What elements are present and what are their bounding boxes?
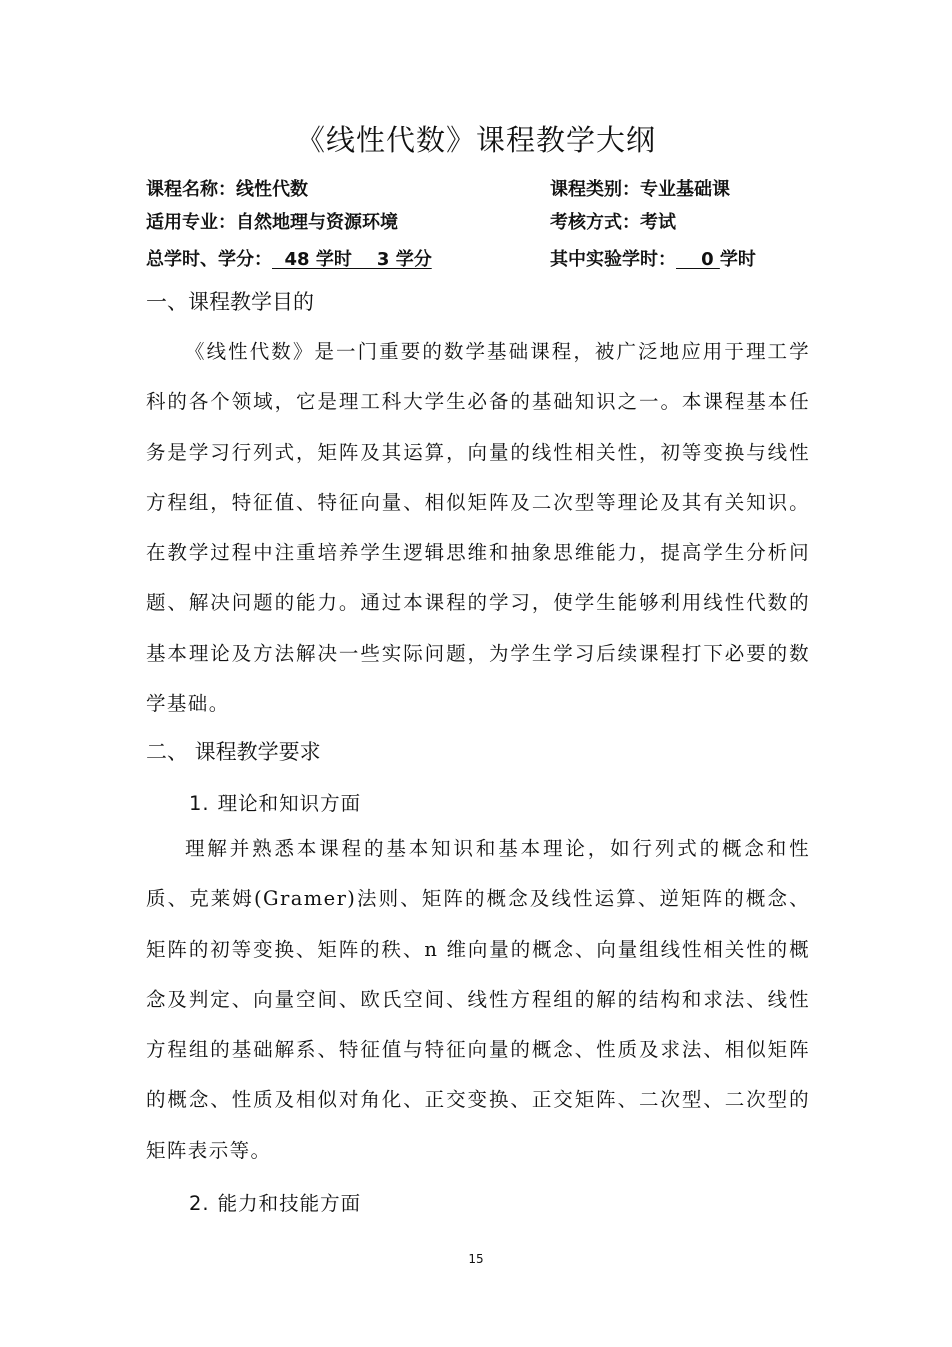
exam-field	[550, 208, 676, 234]
course-type-label: 课程类别：	[550, 179, 640, 200]
major-field	[146, 208, 398, 234]
subsection-skills	[189, 1188, 361, 1216]
hours-value: 48 学时 3 学分	[272, 249, 432, 270]
subsection-title: 能力和技能方面	[217, 1192, 362, 1215]
course-name-value: 线性代数	[236, 179, 308, 200]
exam-label: 考核方式：	[550, 212, 640, 233]
major-label: 适用专业：	[146, 212, 236, 233]
section-heading-purpose: 一、课程教学目的	[146, 290, 314, 314]
lab-hours-value: 0	[676, 249, 720, 270]
page-number: 15	[468, 1252, 484, 1266]
lab-hours-label: 其中实验学时：	[550, 249, 676, 270]
major-value: 自然地理与资源环境	[236, 212, 398, 233]
subsection-number: 2.	[189, 1192, 210, 1215]
course-type-value: 专业基础课	[640, 179, 730, 200]
lab-hours-unit: 学时	[719, 249, 756, 270]
course-name-field	[146, 175, 308, 201]
section-heading-requirements: 二、 课程教学要求	[146, 740, 321, 764]
subsection-title: 理论和知识方面	[217, 792, 362, 815]
course-type-field	[550, 175, 730, 201]
subsection-number: 1.	[189, 792, 210, 815]
page-title: 《线性代数》课程教学大纲	[295, 123, 656, 157]
hours-field	[146, 245, 432, 271]
course-name-label: 课程名称：	[146, 179, 236, 200]
theory-paragraph: 理解并熟悉本课程的基本知识和基本理论，如行列式的概念和性质、克莱姆(Gramer)法则、矩阵的概念及线性运算、逆矩阵的概念、矩阵的初等变换、矩阵的秩、n 维向量的概念、向量组线性相关性的概念及判定、向量空间、欧氏空间、线性方程组的解的结构和求法、线性方程组的基础解系、特征值与特征向量的概念、性质及求法、相似矩阵的概念、性质及相似对角化、正交变换、正交矩阵、二次型、二次型的矩阵表示等。	[146, 837, 810, 1162]
exam-value: 考试	[640, 212, 676, 233]
hours-label: 总学时、学分：	[146, 249, 272, 270]
lab-hours-field	[550, 245, 756, 271]
subsection-theory	[189, 788, 361, 816]
purpose-paragraph: 《线性代数》是一门重要的数学基础课程，被广泛地应用于理工学科的各个领域，它是理工科大学生必备的基础知识之一。本课程基本任务是学习行列式，矩阵及其运算，向量的线性相关性，初等变换与线性方程组，特征值、特征向量、相似矩阵及二次型等理论及其有关知识。在教学过程中注重培养学生逻辑思维和抽象思维能力，提高学生分析问题、解决问题的能力。通过本课程的学习，使学生能够利用线性代数的基本理论及方法解决一些实际问题，为学生学习后续课程打下必要的数学基础。	[146, 340, 810, 716]
